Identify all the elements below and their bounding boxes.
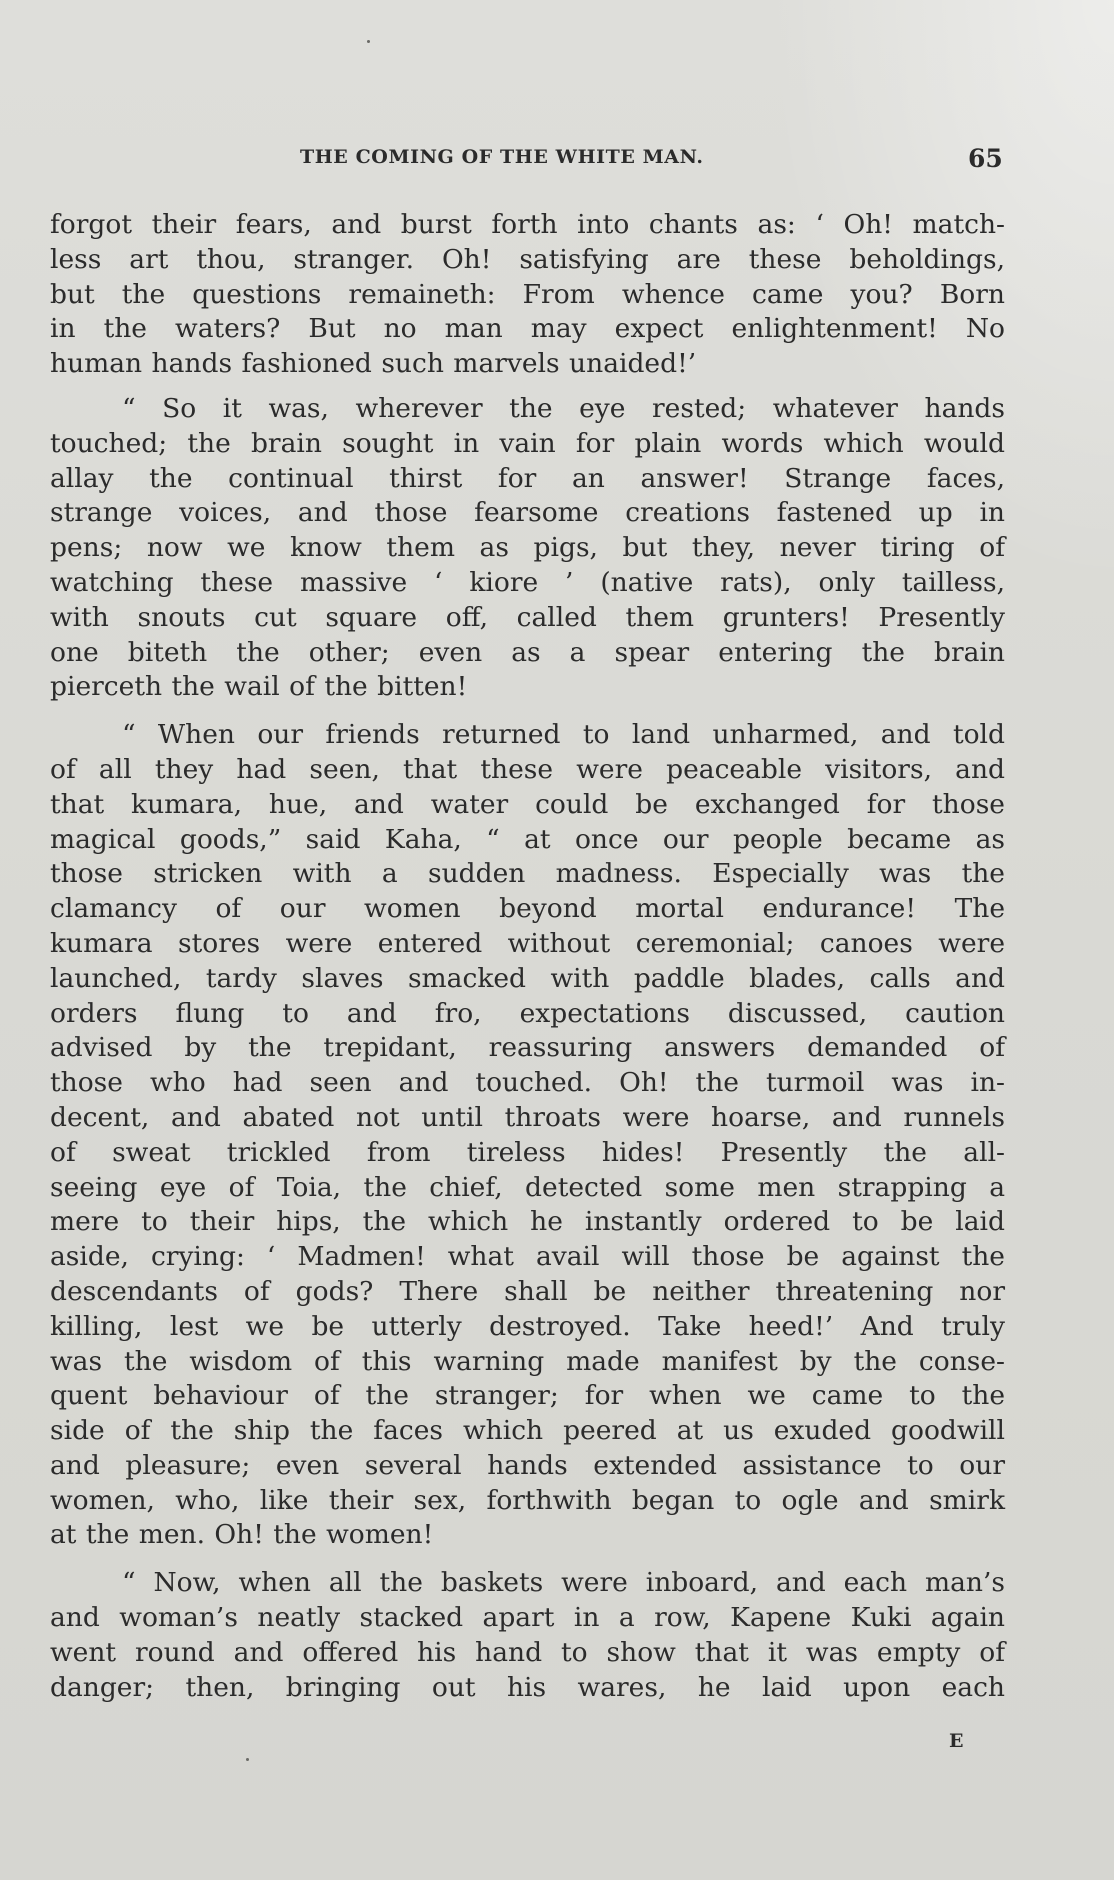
paragraph-2 (50, 392, 1005, 705)
text-line: forgot their fears, and burst forth into chants as: ‘ Oh! match- (50, 209, 1005, 240)
text-line: with snouts cut square off, called them grunters! Presently (50, 601, 1005, 633)
text-line: women, who, like their sex, forthwith began to ogle and smirk (50, 1484, 1005, 1516)
text-line: one biteth the other; even as a spear entering the brain (50, 636, 1005, 668)
running-head (0, 146, 1114, 180)
text-line: magical goods,” said Kaha, “ at once our people became as (50, 823, 1005, 855)
text-line: decent, and abated not until throats were hoarse, and runnels (50, 1101, 1005, 1133)
running-title: THE COMING OF THE WHITE MAN. (300, 146, 704, 168)
text-line: watching these massive ‘ kiore ’ (native rats), only tailless, (50, 566, 1005, 598)
ink-speck (246, 1758, 249, 1761)
text-line: descendants of gods? There shall be neither threatening nor (50, 1275, 1005, 1307)
paragraph-3 (50, 718, 1005, 1553)
text-line: touched; the brain sought in vain for plain words which would (50, 427, 1005, 459)
text-line: went round and offered his hand to show that it was empty of (50, 1636, 1005, 1668)
page-number: 65 (968, 144, 1003, 173)
text-line: killing, lest we be utterly destroyed. Take heed!’ And truly (50, 1310, 1005, 1342)
body-text (50, 208, 1005, 1718)
text-line: that kumara, hue, and water could be exchanged for those (50, 788, 1005, 820)
paragraph-1 (50, 208, 1005, 382)
text-line: pierceth the wail of the bitten! (50, 671, 468, 703)
text-line: strange voices, and those fearsome creations fastened up in (50, 497, 1005, 529)
text-line: aside, crying: ‘ Madmen! what avail will those be against the (50, 1241, 1005, 1273)
text-line: of all they had seen, that these were peaceable visitors, and (50, 753, 1005, 785)
text-line: was the wisdom of this warning made manifest by the conse- (50, 1345, 1005, 1377)
text-line: and woman’s neatly stacked apart in a row, Kapene Kuki again (50, 1602, 1005, 1634)
text-line: in the waters? But no man may expect enlightenment! No (50, 313, 1005, 345)
text-line: “ When our friends returned to land unharmed, and told (122, 719, 1005, 751)
text-line: quent behaviour of the stranger; for when we came to the (50, 1380, 1005, 1412)
text-line: human hands fashioned such marvels unaided!’ (50, 348, 697, 380)
text-line: and pleasure; even several hands extended assistance to our (50, 1449, 1005, 1481)
text-line: orders flung to and fro, expectations discussed, caution (50, 997, 1005, 1029)
text-line: side of the ship the faces which peered at us exuded goodwill (50, 1415, 1005, 1447)
paragraph-4 (50, 1566, 1005, 1705)
text-line: less art thou, stranger. Oh! satisfying are these beholdings, (50, 243, 1005, 275)
text-line: “ So it was, wherever the eye rested; whatever hands (122, 392, 1005, 424)
text-line: those stricken with a sudden madness. Especially was the (50, 858, 1005, 890)
text-line: seeing eye of Toia, the chief, detected some men strapping a (50, 1171, 1005, 1203)
text-line: allay the continual thirst for an answer! Strange faces, (50, 462, 1005, 494)
text-line: mere to their hips, the which he instantly ordered to be laid (50, 1206, 1005, 1238)
text-line: pens; now we know them as pigs, but they, never tiring of (50, 532, 1005, 564)
signature-mark: E (949, 1730, 964, 1752)
text-line: launched, tardy slaves smacked with paddle blades, calls and (50, 962, 1005, 994)
text-line: those who had seen and touched. Oh! the turmoil was in- (50, 1067, 1005, 1099)
text-line: of sweat trickled from tireless hides! Presently the all- (50, 1136, 1005, 1168)
text-line: clamancy of our women beyond mortal endurance! The (50, 893, 1005, 925)
text-line: at the men. Oh! the women! (50, 1519, 434, 1551)
text-line: but the questions remaineth: From whence came you? Born (50, 278, 1005, 310)
text-line: “ Now, when all the baskets were inboard, and each man’s (122, 1567, 1005, 1599)
text-line: kumara stores were entered without ceremonial; canoes were (50, 927, 1005, 959)
text-line: advised by the trepidant, reassuring answers demanded of (50, 1032, 1005, 1064)
text-line: danger; then, bringing out his wares, he laid upon each (50, 1671, 1005, 1703)
ink-speck (367, 40, 370, 43)
